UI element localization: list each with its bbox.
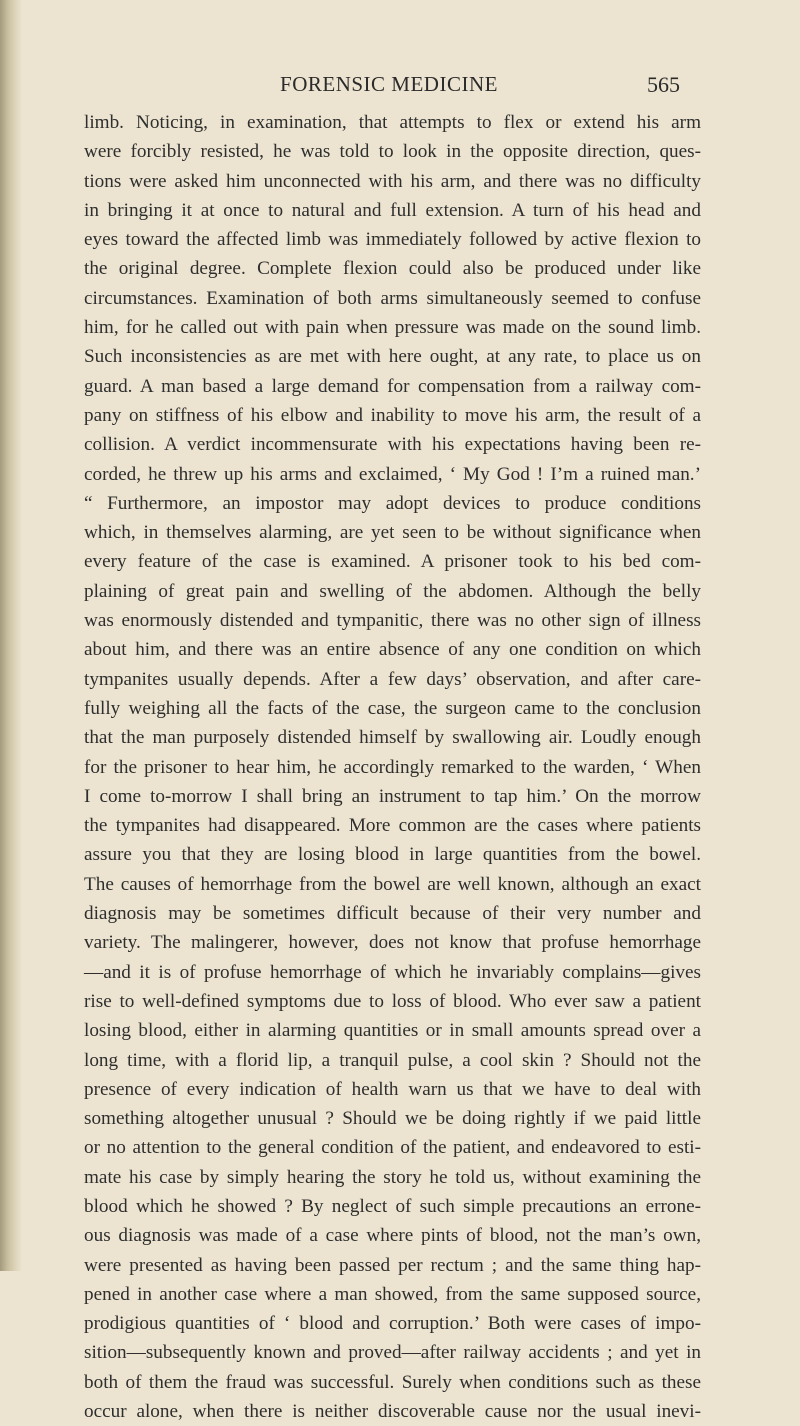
text-line: the original degree. Complete flexion could also be produced under like: [84, 258, 701, 280]
text-line: were presented as having been passed per rectum ; and the same thing hap-: [84, 1254, 701, 1276]
text-line: pany on stiffness of his elbow and inability to move his arm, the result of a: [84, 404, 701, 426]
text-line: “ Furthermore, an impostor may adopt devices to produce conditions: [84, 492, 701, 514]
text-line: was enormously distended and tympanitic, there was no other sign of illness: [84, 610, 701, 632]
text-line: —and it is of profuse hemorrhage of which he invariably complains—gives: [84, 961, 701, 983]
text-line: rise to well-defined symptoms due to loss of blood. Who ever saw a patient: [84, 990, 701, 1012]
text-line: eyes toward the affected limb was immediately followed by active flexion to: [84, 229, 701, 251]
running-head: FORENSIC MEDICINE: [280, 72, 498, 96]
text-line: Such inconsistencies as are met with here ought, at any rate, to place us on: [84, 346, 701, 368]
text-line: were forcibly resisted, he was told to look in the opposite direction, ques-: [84, 141, 701, 163]
text-line: sition—subsequently known and proved—after railway accidents ; and yet in: [84, 1342, 701, 1364]
text-line: I come to-morrow I shall bring an instrument to tap him.’ On the morrow: [84, 785, 701, 807]
text-line: tions were asked him unconnected with his arm, and there was no difficulty: [84, 170, 701, 192]
text-line: that the man purposely distended himself by swallowing air. Loudly enough: [84, 727, 701, 749]
text-line: diagnosis may be sometimes difficult because of their very number and: [84, 903, 701, 925]
text-line: presence of every indication of health warn us that we have to deal with: [84, 1078, 701, 1100]
text-line: collision. A verdict incommensurate with his expectations having been re-: [84, 434, 701, 456]
text-line: occur alone, when there is neither discoverable cause nor the usual inevi-: [84, 1401, 701, 1423]
text-line: something altogether unusual ? Should we be doing rightly if we paid little: [84, 1108, 701, 1130]
text-line: fully weighing all the facts of the case, the surgeon came to the conclusion: [84, 697, 701, 719]
text-line: The causes of hemorrhage from the bowel are well known, although an exact: [84, 873, 701, 895]
text-line: him, for he called out with pain when pressure was made on the sound limb.: [84, 317, 701, 339]
page-number: 565: [647, 72, 680, 97]
text-line: assure you that they are losing blood in large quantities from the bowel.: [84, 844, 701, 866]
text-line: pened in another case where a man showed, from the same supposed source,: [84, 1283, 701, 1305]
book-spine-shadow: [0, 0, 22, 1271]
text-line: circumstances. Examination of both arms simultaneously seemed to confuse: [84, 287, 701, 309]
text-line: long time, with a florid lip, a tranquil pulse, a cool skin ? Should not the: [84, 1049, 701, 1071]
text-line: limb. Noticing, in examination, that attempts to flex or extend his arm: [84, 112, 701, 133]
text-line: mate his case by simply hearing the story he told us, without examining the: [84, 1166, 701, 1188]
text-line: the tympanites had disappeared. More common are the cases where patients: [84, 815, 701, 837]
text-line: both of them the fraud was successful. Surely when conditions such as these: [84, 1371, 701, 1393]
text-line: variety. The malingerer, however, does not know that profuse hemorrhage: [84, 932, 701, 954]
text-line: or no attention to the general condition of the patient, and endeavored to esti-: [84, 1137, 701, 1159]
text-line: blood which he showed ? By neglect of such simple precautions an errone-: [84, 1195, 701, 1217]
text-line: which, in themselves alarming, are yet seen to be without significance when: [84, 522, 701, 544]
text-line: for the prisoner to hear him, he accordingly remarked to the warden, ‘ When: [84, 756, 701, 778]
text-line: plaining of great pain and swelling of the abdomen. Although the belly: [84, 580, 701, 602]
page-header: [0, 72, 800, 98]
text-line: guard. A man based a large demand for compensation from a railway com-: [84, 375, 701, 397]
text-line: ous diagnosis was made of a case where pints of blood, not the man’s own,: [84, 1225, 701, 1247]
body-text: [84, 108, 701, 1426]
text-line: corded, he threw up his arms and exclaimed, ‘ My God ! I’m a ruined man.’: [84, 463, 701, 485]
text-line: tympanites usually depends. After a few days’ observation, and after care-: [84, 668, 701, 690]
text-line: prodigious quantities of ‘ blood and corruption.’ Both were cases of impo-: [84, 1313, 701, 1335]
text-line: about him, and there was an entire absence of any one condition on which: [84, 639, 701, 661]
text-line: losing blood, either in alarming quantities or in small amounts spread over a: [84, 1020, 701, 1042]
text-line: in bringing it at once to natural and full extension. A turn of his head and: [84, 199, 701, 221]
text-line: every feature of the case is examined. A prisoner took to his bed com-: [84, 551, 701, 573]
